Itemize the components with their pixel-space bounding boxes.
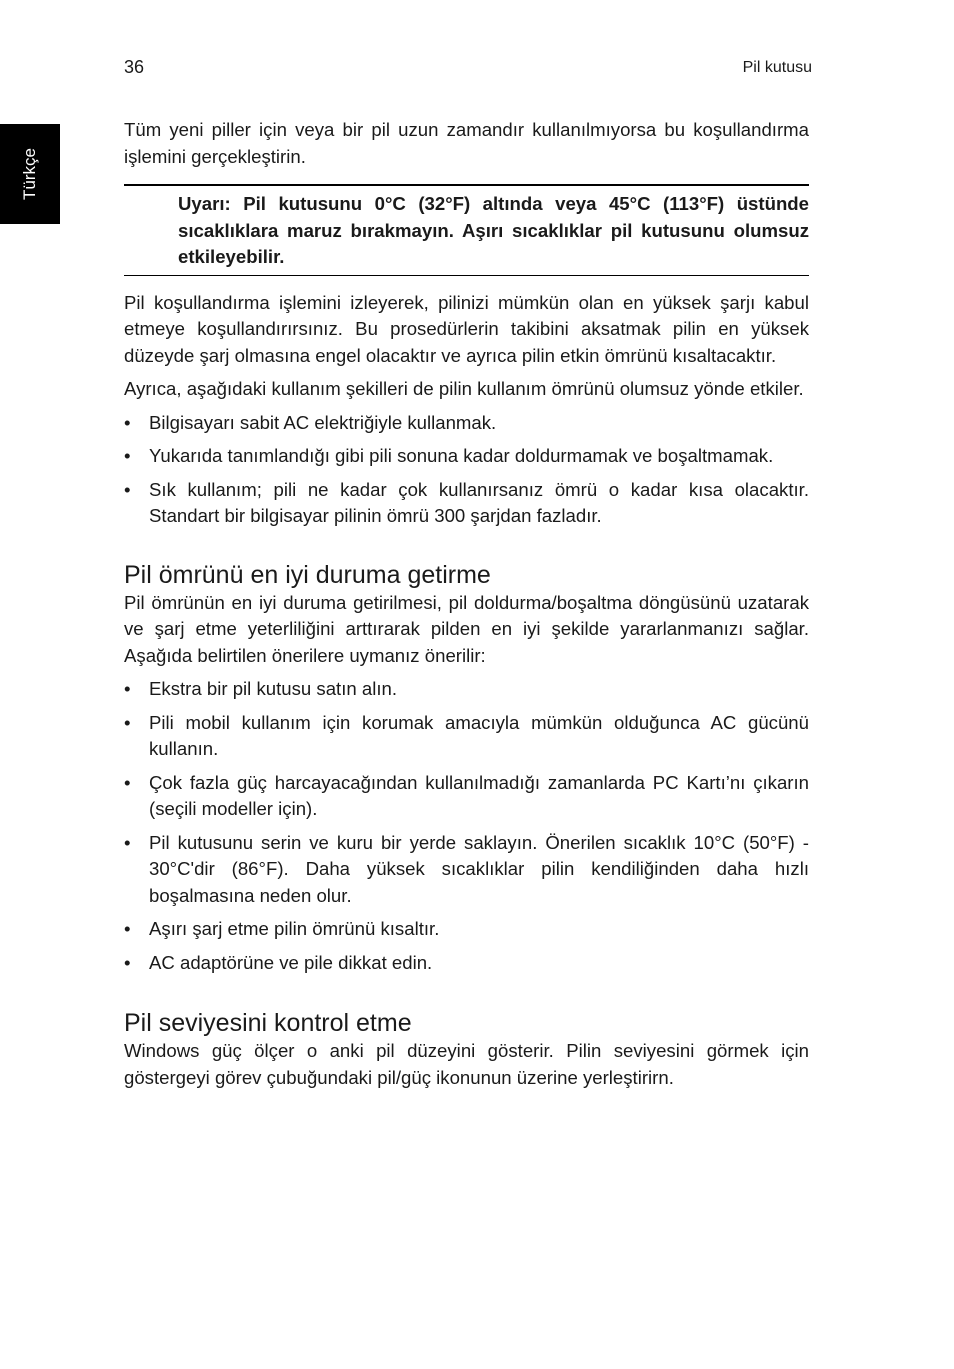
list-item: [124, 770, 809, 823]
bullet-glyph: •: [124, 411, 131, 433]
bullet-glyph: •: [124, 918, 131, 939]
list-item: [124, 710, 809, 763]
list-item-text: Sık kullanım; pili ne kadar çok kullanırsanız ömrü o kadar kısa olacaktır. Standart bir bilgisayar pilinin ömrü 300 şarjdan fazladır.: [149, 478, 809, 526]
warning-text: Uyarı: Pil kutusunu 0°C (32°F) altında veya 45°C (113°F) üstünde sıcaklıklara maruz bırakmayın. Aşırı sıcaklıklar pil kutusunu olumsuz etkileyebilir.: [178, 193, 809, 267]
bullet-glyph: •: [124, 445, 131, 466]
list-item-text: Yukarıda tanımlandığı gibi pili sonuna kadar doldurmamak ve boşaltmamak.: [149, 445, 774, 466]
section-heading: Pil seviyesini kontrol etme: [124, 1009, 412, 1037]
list-item-text: Pil kutusunu serin ve kuru bir yerde saklayın. Önerilen sıcaklık 10°C (50°F) - 30°C'dir (86°F). Daha yüksek sıcaklıklar pilin kendiliğinden daha hızlı boşalmasına neden olur.: [149, 831, 809, 906]
list-item-text: Ekstra bir pil kutusu satın alın.: [149, 678, 398, 699]
bullet-list: [124, 676, 809, 976]
page-content: [124, 117, 809, 1091]
running-header: Pil kutusu: [742, 59, 812, 76]
paragraph: Ayrıca, aşağıdaki kullanım şekilleri de pilin kullanım ömrünü olumsuz yönde etkiler.: [124, 378, 804, 399]
bullet-glyph: •: [124, 771, 131, 793]
list-item: [124, 410, 809, 437]
language-tab-label: Türkçe: [20, 148, 39, 200]
section-body: Pil ömrünün en iyi duruma getirilmesi, pil doldurma/boşaltma döngüsünü uzatarak ve şarj etme yeterliliğini arttırarak pilden en iyi şekilde yararlanmanızı sağlar. Aşağıda belirtilen önerilere uymanız önerilir:: [124, 591, 809, 666]
bullet-glyph: •: [124, 711, 131, 733]
warning-box: [124, 184, 809, 276]
list-item-text: Bilgisayarı sabit AC elektriğiyle kullanmak.: [149, 411, 497, 433]
intro-paragraph: Tüm yeni piller için veya bir pil uzun zamandır kullanılmıyorsa bu koşullandırma işlemini gerçekleştirin.: [124, 119, 809, 167]
list-item: [124, 676, 809, 703]
section-heading: Pil ömrünü en iyi duruma getirme: [124, 560, 491, 589]
page-number: 36: [124, 57, 145, 77]
list-item-text: AC adaptörüne ve pile dikkat edin.: [149, 951, 433, 973]
bullet-glyph: •: [124, 678, 131, 699]
list-item: [124, 830, 809, 910]
bullet-list: [124, 410, 809, 530]
bullet-glyph: •: [124, 478, 131, 500]
bullet-glyph: •: [124, 951, 131, 973]
list-item: [124, 916, 809, 943]
list-item-text: Pili mobil kullanım için korumak amacıyla mümkün olduğunca AC gücünü kullanın.: [149, 711, 809, 759]
section-body: Windows güç ölçer o anki pil düzeyini gösterir. Pilin seviyesini görmek için göstergeyi görev çubuğundaki pil/güç ikonunun üzerine yerleştirirn.: [124, 1040, 809, 1088]
list-item: [124, 950, 809, 977]
list-item: [124, 477, 809, 530]
list-item-text: Çok fazla güç harcayacağından kullanılmadığı zamanlarda PC Kartı’nı çıkarın (seçili modeller için).: [149, 771, 809, 819]
list-item-text: Aşırı şarj etme pilin ömrünü kısaltır.: [149, 918, 440, 939]
paragraph: Pil koşullandırma işlemini izleyerek, pilinizi mümkün olan en yüksek şarjı kabul etmeye koşullandırırsınız. Bu prosedürlerin takibini aksatmak pilin en yüksek düzeyde şarj olmasına engel olacaktır ve ayrıca pilin etkin ömrünü kısaltacaktır.: [124, 291, 809, 366]
language-side-tab: [0, 124, 60, 224]
bullet-glyph: •: [124, 831, 131, 853]
list-item: [124, 443, 809, 470]
